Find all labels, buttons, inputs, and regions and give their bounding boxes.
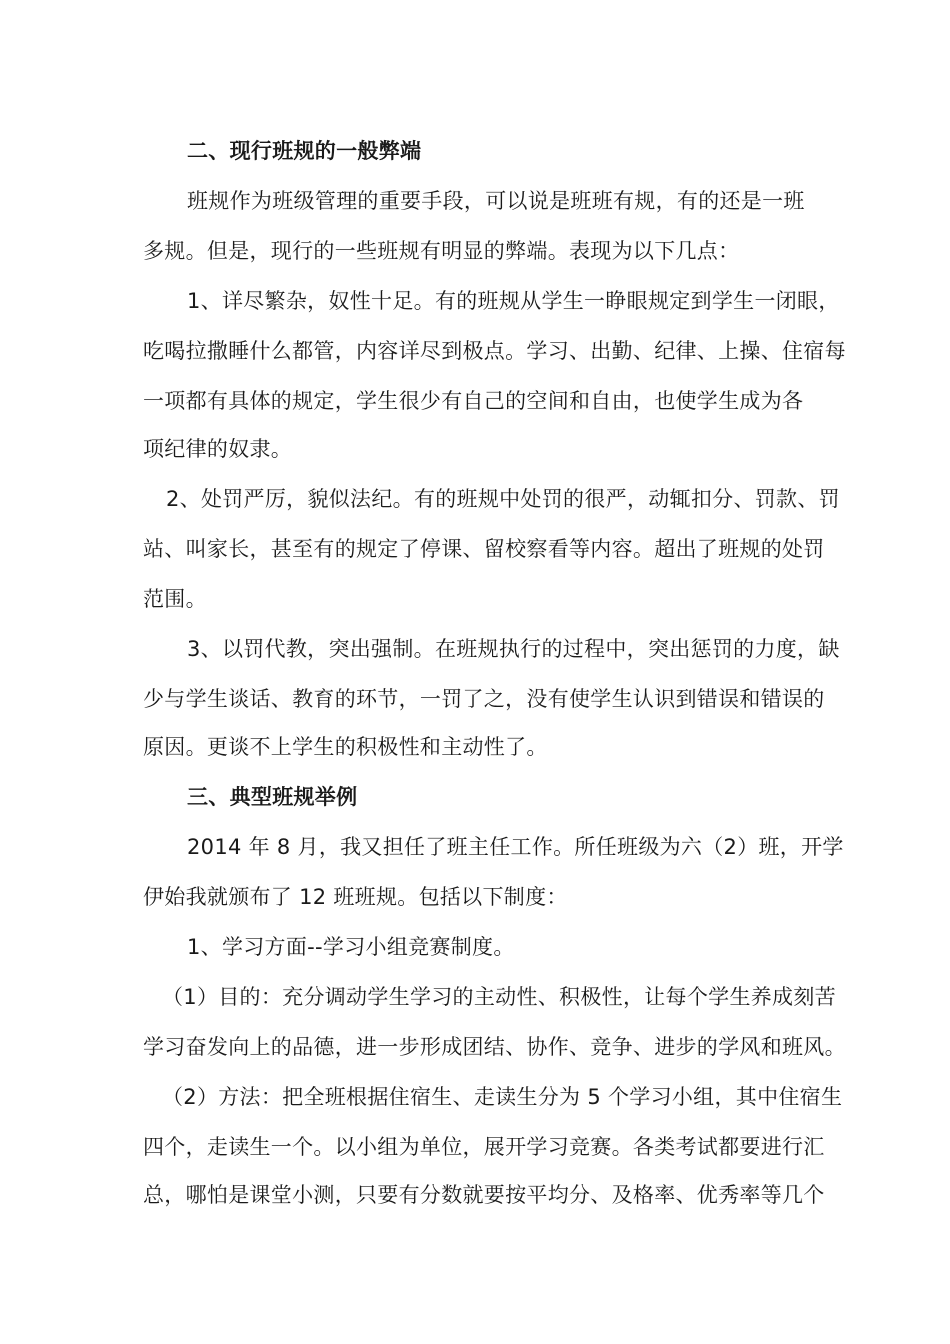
paragraph-line: （1）目的：充分调动学生学习的主动性、积极性，让每个学生养成刻苦	[162, 985, 836, 1009]
paragraph-line: 吃喝拉撒睡什么都管，内容详尽到极点。学习、出勤、纪律、上操、住宿每	[143, 339, 846, 363]
paragraph-line: 1、详尽繁杂，奴性十足。有的班规从学生一睁眼规定到学生一闭眼，	[187, 289, 840, 313]
paragraph-line: 班规作为班级管理的重要手段，可以说是班班有规，有的还是一班	[187, 189, 805, 213]
paragraph-line: 多规。但是，现行的一些班规有明显的弊端。表现为以下几点：	[143, 239, 740, 263]
paragraph-line: 原因。更谈不上学生的积极性和主动性了。	[143, 735, 548, 759]
paragraph-line: 伊始我就颁布了 12 班班规。包括以下制度：	[143, 885, 568, 909]
paragraph-line: 站、叫家长，甚至有的规定了停课、留校察看等内容。超出了班规的处罚	[143, 537, 825, 561]
paragraph-line: 一项都有具体的规定，学生很少有自己的空间和自由，也使学生成为各	[143, 389, 804, 413]
paragraph-line: 少与学生谈话、教育的环节，一罚了之，没有使学生认识到错误和错误的	[143, 687, 825, 711]
paragraph-line: 总，哪怕是课堂小测，只要有分数就要按平均分、及格率、优秀率等几个	[143, 1183, 825, 1207]
paragraph-line: 3、以罚代教，突出强制。在班规执行的过程中，突出惩罚的力度，缺	[187, 637, 840, 661]
paragraph-line: 学习奋发向上的品德，进一步形成团结、协作、竞争、进步的学风和班风。	[143, 1035, 846, 1059]
paragraph-line: 四个，走读生一个。以小组为单位，展开学习竞赛。各类考试都要进行汇	[143, 1135, 825, 1159]
section-heading-2: 二、现行班规的一般弊端	[187, 139, 422, 163]
paragraph-line: 2014 年 8 月，我又担任了班主任工作。所任班级为六（2）班，开学	[187, 835, 844, 859]
section-heading-3: 三、典型班规举例	[187, 785, 358, 809]
paragraph-line: 2、处罚严厉，貌似法纪。有的班规中处罚的很严，动辄扣分、罚款、罚	[166, 487, 840, 511]
paragraph-line: 项纪律的奴隶。	[143, 437, 293, 461]
paragraph-line: 1、学习方面--学习小组竞赛制度。	[187, 935, 515, 959]
paragraph-line: 范围。	[143, 587, 207, 611]
paragraph-line: （2）方法：把全班根据住宿生、走读生分为 5 个学习小组，其中住宿生	[162, 1085, 843, 1109]
